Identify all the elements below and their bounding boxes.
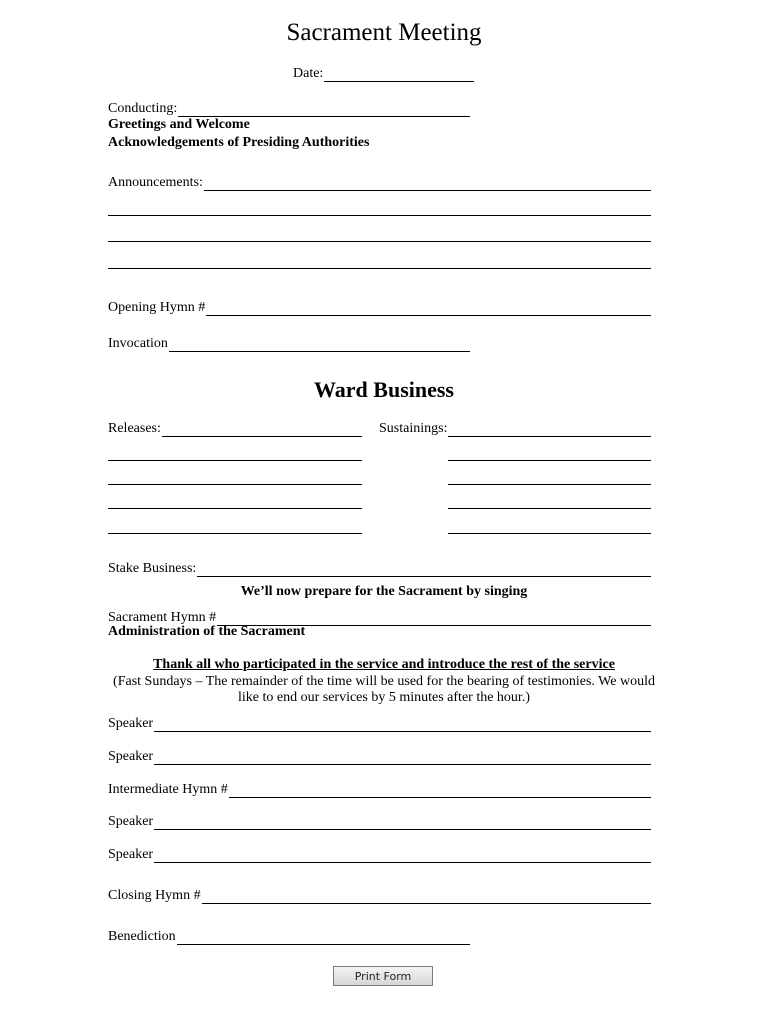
speaker-row-2 [108, 745, 651, 765]
acknowledgements-text: Acknowledgements of Presiding Authorities [108, 135, 370, 150]
sustainings-label: Sustainings: [379, 421, 448, 436]
speaker-field-3[interactable] [154, 814, 651, 830]
invocation-field[interactable] [169, 336, 470, 352]
stake-business-label: Stake Business: [108, 561, 197, 576]
sacrament-hymn-label: Sacrament Hymn # [108, 610, 217, 625]
page-title: Sacrament Meeting [286, 19, 482, 46]
speaker-label: Speaker [108, 814, 154, 829]
opening-hymn-label: Opening Hymn # [108, 300, 206, 315]
stake-business-row [108, 557, 651, 577]
closing-hymn-row [108, 884, 651, 904]
releases-line-3[interactable] [108, 484, 362, 485]
sacrament-hymn-row [108, 606, 651, 626]
conducting-field[interactable] [178, 101, 470, 117]
conducting-row [108, 97, 470, 117]
sustainings-line-3[interactable] [448, 484, 651, 485]
speaker-row-1 [108, 712, 651, 732]
closing-hymn-field[interactable] [202, 888, 651, 904]
speaker-label: Speaker [108, 749, 154, 764]
invocation-label: Invocation [108, 336, 168, 351]
speaker-field-4[interactable] [154, 847, 651, 863]
speaker-field-2[interactable] [154, 749, 651, 765]
releases-line-2[interactable] [108, 460, 362, 461]
prepare-sacrament-text: We’ll now prepare for the Sacrament by singing [240, 584, 528, 599]
thank-participants-text: Thank all who participated in the service and introduce the rest of the service [153, 657, 615, 672]
speaker-label: Speaker [108, 847, 154, 862]
sustainings-line-2[interactable] [448, 460, 651, 461]
closing-hymn-label: Closing Hymn # [108, 888, 201, 903]
greetings-text: Greetings and Welcome [108, 117, 250, 132]
date-field[interactable] [324, 66, 474, 82]
opening-hymn-row [108, 296, 651, 316]
stake-business-field[interactable] [197, 561, 651, 577]
invocation-row [108, 332, 470, 352]
announcements-line-4[interactable] [108, 268, 651, 269]
sustainings-line-5[interactable] [448, 533, 651, 534]
date-label: Date: [293, 66, 324, 81]
announcements-row [108, 171, 651, 191]
speaker-field-1[interactable] [154, 716, 651, 732]
intermediate-hymn-row [108, 778, 651, 798]
speaker-label: Speaker [108, 716, 154, 731]
benediction-row [108, 925, 470, 945]
releases-field[interactable] [162, 421, 362, 437]
releases-line-4[interactable] [108, 508, 362, 509]
print-form-button[interactable]: Print Form [333, 966, 433, 986]
fast-sunday-note-line-2: like to end our services by 5 minutes after the hour.) [238, 690, 530, 705]
announcements-line-3[interactable] [108, 241, 651, 242]
date-row [293, 62, 474, 82]
opening-hymn-field[interactable] [206, 300, 651, 316]
fast-sunday-note-line-1: (Fast Sundays – The remainder of the time will be used for the bearing of testimonies. We would [113, 674, 655, 689]
intermediate-hymn-field[interactable] [229, 782, 651, 798]
intermediate-hymn-label: Intermediate Hymn # [108, 782, 228, 797]
conducting-label: Conducting: [108, 101, 178, 116]
benediction-field[interactable] [177, 929, 470, 945]
sustainings-line-4[interactable] [448, 508, 651, 509]
sustainings-field[interactable] [448, 421, 651, 437]
ward-business-heading: Ward Business [314, 377, 454, 402]
administration-text: Administration of the Sacrament [108, 624, 306, 639]
sustainings-row [379, 417, 651, 437]
releases-row [108, 417, 362, 437]
announcements-line-2[interactable] [108, 215, 651, 216]
speaker-row-4 [108, 843, 651, 863]
speaker-row-3 [108, 810, 651, 830]
benediction-label: Benediction [108, 929, 176, 944]
releases-label: Releases: [108, 421, 161, 436]
announcements-field[interactable] [204, 175, 651, 191]
announcements-label: Announcements: [108, 175, 203, 190]
releases-line-5[interactable] [108, 533, 362, 534]
